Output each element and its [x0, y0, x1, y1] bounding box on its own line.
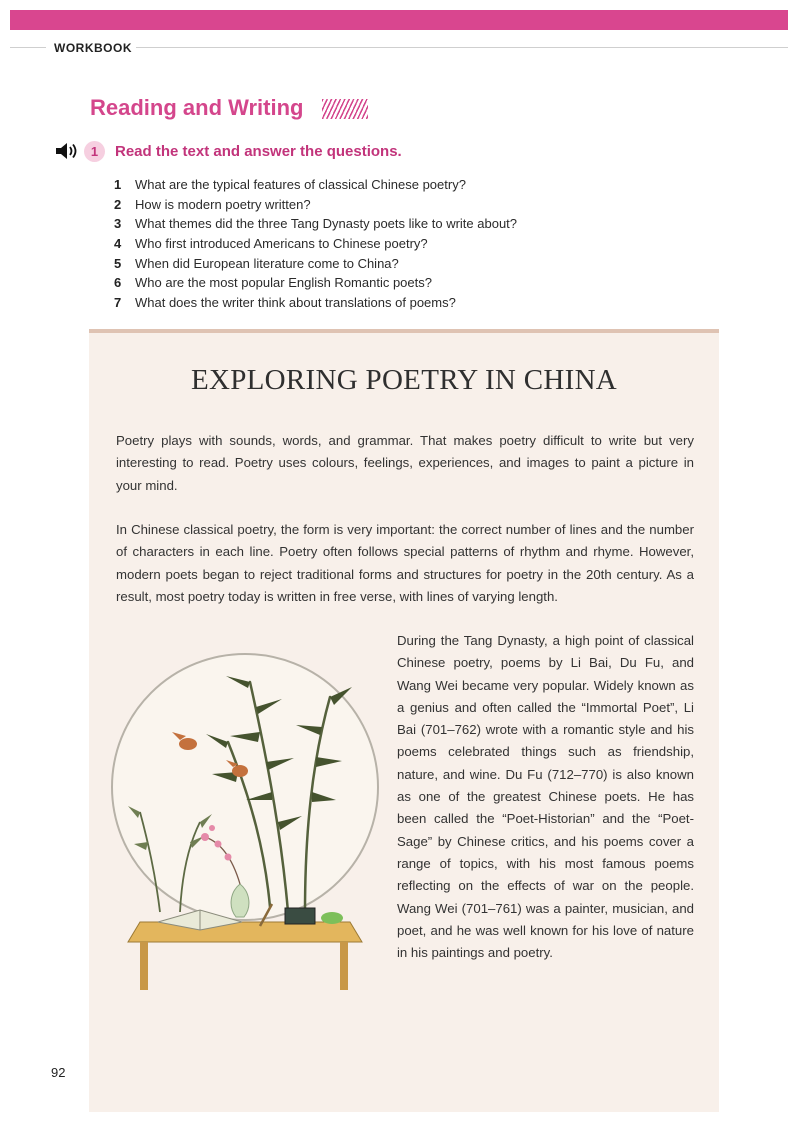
- workbook-label: WORKBOOK: [54, 41, 132, 55]
- question-item: [114, 234, 517, 254]
- question-item: [114, 214, 517, 234]
- question-number: 5: [114, 255, 122, 271]
- question-number: 3: [114, 216, 122, 232]
- exercise-instruction: Read the text and answer the questions.: [115, 143, 402, 160]
- question-item: [114, 293, 517, 313]
- question-number: 6: [114, 275, 122, 291]
- question-number: 2: [114, 196, 122, 212]
- question-item: [114, 175, 517, 195]
- title-decoration: [322, 99, 368, 119]
- poetry-illustration: [100, 622, 390, 998]
- question-text: What themes did the three Tang Dynasty poets like to write about?: [135, 216, 518, 232]
- question-number: 1: [114, 177, 122, 192]
- reading-paragraph-1: Poetry plays with sounds, words, and grammar. That makes poetry difficult to write but very interesting to read. Poetry uses colours, feelings, experiences, and images to paint a picture in your mind.: [116, 433, 694, 493]
- question-number: 4: [114, 236, 122, 252]
- speaker-icon[interactable]: [55, 142, 79, 160]
- section-title: Reading and Writing: [90, 95, 304, 120]
- question-item: [114, 273, 517, 293]
- exercise-number: 1: [84, 141, 105, 162]
- question-number: 7: [114, 295, 122, 311]
- question-text: Who are the most popular English Romantic poets?: [135, 275, 432, 291]
- header-rule-left: [10, 47, 46, 48]
- reading-paragraph-2: In Chinese classical poetry, the form is very important: the correct number of lines and the number of characters in each line. Poetry often follows special patterns of rhythm and rhyme. However, modern poets began to reject traditional forms and structures for poetry in the 20th century. As a result, most poetry today is written in free verse, with lines of varying length.: [116, 522, 694, 604]
- question-item: [114, 254, 517, 274]
- reading-panel-rule: [89, 329, 719, 333]
- reading-title: EXPLORING POETRY IN CHINA: [190, 364, 618, 396]
- reading-paragraph-3: During the Tang Dynasty, a high point of classical Chinese poetry, poems by Li Bai, Du Fu, and Wang Wei became very popular. Widely known as a genius and often called the “Immortal Poet”, Li Bai (701–762) wrote with a romantic style and his poems celebrated things such as friendship, nature, and wine. Du Fu (712–770) is also known as one of the greatest Chinese poets. He has been called the “Poet-Historian” and the “Poet-Sage” by Chinese critics, and his poems cover a range of topics, with his most famous poems reflecting on the effects of war on the people. Wang Wei (701–761) was a painter, musician, and poet, and he was well known for his love of nature in his paintings and poetry.: [397, 633, 694, 961]
- question-item: [114, 195, 517, 215]
- question-text: When did European literature come to China?: [135, 255, 399, 271]
- page-number: 92: [51, 1065, 66, 1080]
- header-rule: [136, 47, 788, 48]
- question-text: How is modern poetry written?: [135, 196, 311, 212]
- question-list: [114, 175, 517, 313]
- question-text: Who first introduced Americans to Chinese poetry?: [135, 236, 428, 252]
- question-text: What are the typical features of classical Chinese poetry?: [135, 177, 466, 192]
- question-text: What does the writer think about translations of poems?: [135, 295, 456, 311]
- header-bar: [10, 10, 788, 30]
